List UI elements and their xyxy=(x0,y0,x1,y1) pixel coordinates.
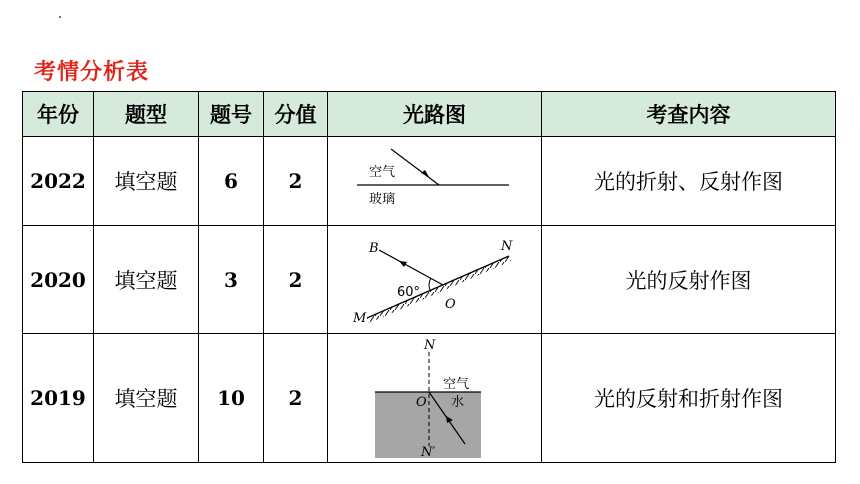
cell-content: 光的折射、反射作图 xyxy=(542,137,836,226)
cell-year: 2022 xyxy=(23,137,94,226)
cell-year: 2019 xyxy=(23,334,94,463)
angle-label: 60° xyxy=(396,284,420,300)
incident-ray xyxy=(391,149,439,185)
cell-diagram xyxy=(328,137,542,226)
upper-medium-label: 空气 xyxy=(442,377,469,392)
reflected-ray xyxy=(379,250,443,285)
reflection-diagram-2020 xyxy=(335,232,535,328)
label-b: B xyxy=(368,240,379,256)
cell-content: 光的反射和折射作图 xyxy=(542,334,836,463)
label-o: O xyxy=(444,296,456,312)
mirror-surface xyxy=(367,256,509,318)
cell-diagram xyxy=(328,334,542,463)
header-score: 分值 xyxy=(264,92,328,137)
header-year: 年份 xyxy=(23,92,94,137)
lower-medium-label: 玻璃 xyxy=(368,192,395,207)
table-row xyxy=(23,226,836,334)
lower-medium-label: 水 xyxy=(450,395,464,410)
label-o: O xyxy=(415,395,427,410)
cell-num: 3 xyxy=(199,226,264,334)
cell-type: 填空题 xyxy=(94,226,199,334)
angle-arc xyxy=(429,278,431,290)
cell-year: 2020 xyxy=(23,226,94,334)
header-row xyxy=(23,92,836,137)
label-n: N xyxy=(423,338,435,353)
upper-medium-label: 空气 xyxy=(368,165,395,180)
cell-type: 填空题 xyxy=(94,137,199,226)
section-title: 考情分析表 xyxy=(34,60,150,85)
cell-diagram xyxy=(328,226,542,334)
label-n-prime: N′ xyxy=(420,445,435,460)
cell-content: 光的反射作图 xyxy=(542,226,836,334)
ray-arrow xyxy=(421,170,429,177)
exam-analysis-table xyxy=(22,91,836,463)
cell-num: 6 xyxy=(199,137,264,226)
header-content: 考查内容 xyxy=(542,92,836,137)
label-n: N xyxy=(500,238,512,254)
table-row xyxy=(23,334,836,463)
decorative-dot xyxy=(59,16,61,18)
cell-score: 2 xyxy=(264,137,328,226)
cell-score: 2 xyxy=(264,226,328,334)
reflection-refraction-diagram-2019 xyxy=(335,336,535,460)
label-m: M xyxy=(352,310,366,326)
cell-type: 填空题 xyxy=(94,334,199,463)
table-row xyxy=(23,137,836,226)
header-type: 题型 xyxy=(94,92,199,137)
cell-num: 10 xyxy=(199,334,264,463)
ray-arrow xyxy=(399,261,407,267)
header-diagram: 光路图 xyxy=(328,92,542,137)
mirror-hatching xyxy=(367,256,511,323)
cell-score: 2 xyxy=(264,334,328,463)
header-num: 题号 xyxy=(199,92,264,137)
refraction-diagram-2022 xyxy=(335,141,535,221)
